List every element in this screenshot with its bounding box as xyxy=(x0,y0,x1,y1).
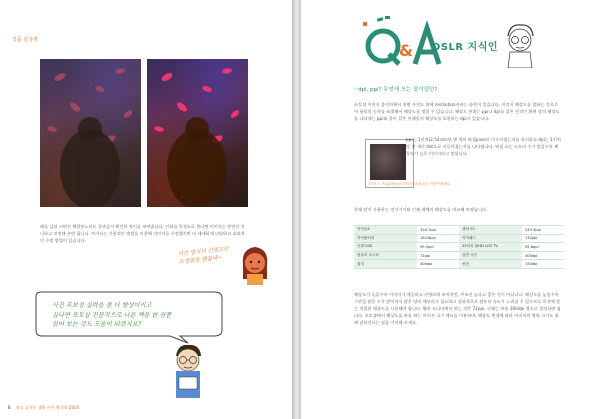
table-cell-device: 신문 xyxy=(459,260,522,269)
paragraph-1: 포토샵 이미지 풀이치에서 보면 사진도 외에 resolution이라는 항목이 있습니다. 이것이 해상도를 말하는 것으로 이 항목의 숫자를 조절해서 해상도를 정할 수 있습니다. 해상도 단위는 ppi나 dpi를 같은 전적인 환편 상의 해상도를 나타내는 ppi와 종이 같은 인쇄물의 해상도를 표현하는 dpi가 있습니다. xyxy=(354,102,560,122)
table-row xyxy=(354,251,564,260)
table-cell-resolution: 99.5ppi xyxy=(417,243,459,252)
section-label: 작품 감상평 xyxy=(12,37,38,43)
table-row xyxy=(354,234,564,243)
paragraph-3: 해상도가 높을수록 이미지가 깨끗하고 선명하게 보이지만, 무조건 높다고 좋은 것이 아닙니다. 해상도를 높일수록 그만큼 많은 수가 많아져서 많은 양의 메모리가 필요하고 결과적으로 컴퓨터 속도가 느려질 수 있으므로 목적에 맞는 적절한 해상도를 사용해야 합니다. 웹과 모니터에서 보는 것은 72ppi, 인쇄는 보통 300dpi 정도로 설정하면 됩니다. 포토샵에서 해상도를 바꿀 때는 이미지 크기 메뉴를 이용하며, 해상도 변경에 따라 이미지의 출력 크기도 함께 달라진다는 점을 기억해 두세요. xyxy=(354,292,561,326)
question-text: dpi, ppi? 무엇에 쓰는 물이었던? xyxy=(358,87,438,93)
page-title: DSLR 지식인 xyxy=(432,42,499,53)
diagram-caption: 1인치 = 가로와 세로의 길이가 1인치 되는 면을 이용해요 xyxy=(368,182,451,186)
svg-text:&: & xyxy=(399,41,413,60)
boy-illustration xyxy=(168,342,208,398)
table-row xyxy=(354,243,564,252)
chevron-right-icon: › xyxy=(354,86,356,92)
photo-after-image xyxy=(147,59,248,207)
bubble-line: 싶다면 포토샵 전문적으로 나른 책을 한 권쯤 xyxy=(52,311,172,319)
table-intro: 현재 많이 사용하는 전자기기와 인쇄 매체의 해상도를 비교해 보겠습니다. xyxy=(354,207,488,212)
table-cell-resolution: 164.8ppi xyxy=(417,234,459,243)
table-cell-resolution: 300dpi xyxy=(522,251,564,260)
left-body-text: 해를 감과 시편인 체광용노라도 결과들이 확인한 차이를 보여줍니다. 인화를 목적으로 한다면 이미지는 무엇인 건너하고 보정해 주면 됩니다. 여기서는 기본적인 방법을 이용해 이미지를 수정했지만 더 세세하게 다양하고 효과적인 수정 방법이 있습니다. xyxy=(40,224,245,244)
bubble-line: 사진 후보정 실력을 좀 더 향상이키고 xyxy=(52,302,152,309)
table-cell-resolution: 150dpi xyxy=(522,260,564,269)
pixel-diagram-image xyxy=(370,144,406,180)
photo-after xyxy=(147,59,248,207)
table-cell-resolution: 132ppi xyxy=(522,234,564,243)
table-cell-resolution: 326.7ppi xyxy=(417,226,459,235)
right-page xyxy=(301,0,600,419)
table-cell-resolution: 233.3ppi xyxy=(522,226,564,235)
book-gutter xyxy=(292,0,301,419)
table-row xyxy=(354,260,564,269)
photo-before xyxy=(40,59,141,207)
handwritten-line: 조정점을 괜찮네~ xyxy=(178,255,223,266)
table-cell-device: 잡지 xyxy=(354,260,417,269)
bubble-text xyxy=(52,301,232,330)
handwritten-note xyxy=(177,245,230,266)
table-cell-device: 아이팟터치 xyxy=(354,234,417,243)
girl-illustration xyxy=(238,243,272,287)
table-cell-device: 갤럭시S xyxy=(459,226,522,235)
table-cell-device: 아이패드 xyxy=(459,234,522,243)
left-page xyxy=(0,0,292,419)
table-cell-resolution: 300dpi xyxy=(417,260,459,269)
bubble-line: 읽어 보는 것도 도움이 되겠지요? xyxy=(52,321,141,328)
table-cell-device: 컴퓨터 모니터 xyxy=(354,251,417,260)
table-row xyxy=(354,226,564,235)
table-cell-resolution: 72ppi xyxy=(417,251,459,260)
paragraph-2: ppi는 1인치(2.54cm)당 몇 개의 픽셀pixel로 이루어졌는지를 표시하고 dpi는 1인치당 몇 개의 dot으로 이루어졌는지를 나타냅니다. 픽셀 으는 도트의 수가 많을수록 해상도가 높은 이미지라고 말합니다. xyxy=(406,137,561,157)
resolution-table xyxy=(354,225,564,269)
question-heading xyxy=(354,85,437,93)
author-illustration xyxy=(502,22,538,68)
footer-left xyxy=(8,405,79,411)
table-cell-device: 23인치 풀HD LCD TV xyxy=(459,243,522,252)
table-cell-device: 닌텐도DS xyxy=(354,243,417,252)
table-cell-device: 일반 사진 xyxy=(459,251,522,260)
table-cell-device: 아이폰4 xyxy=(354,226,417,235)
page-number: 8 xyxy=(8,405,11,410)
table-cell-resolution: 95.8ppi xyxy=(522,243,564,252)
footer-text: 쉽고 즐거운 생활 사진 찍기에 DSLR xyxy=(15,405,80,410)
photo-before-image xyxy=(40,59,141,207)
handwritten-line: 서건 업지의 선생도안 xyxy=(177,246,230,258)
